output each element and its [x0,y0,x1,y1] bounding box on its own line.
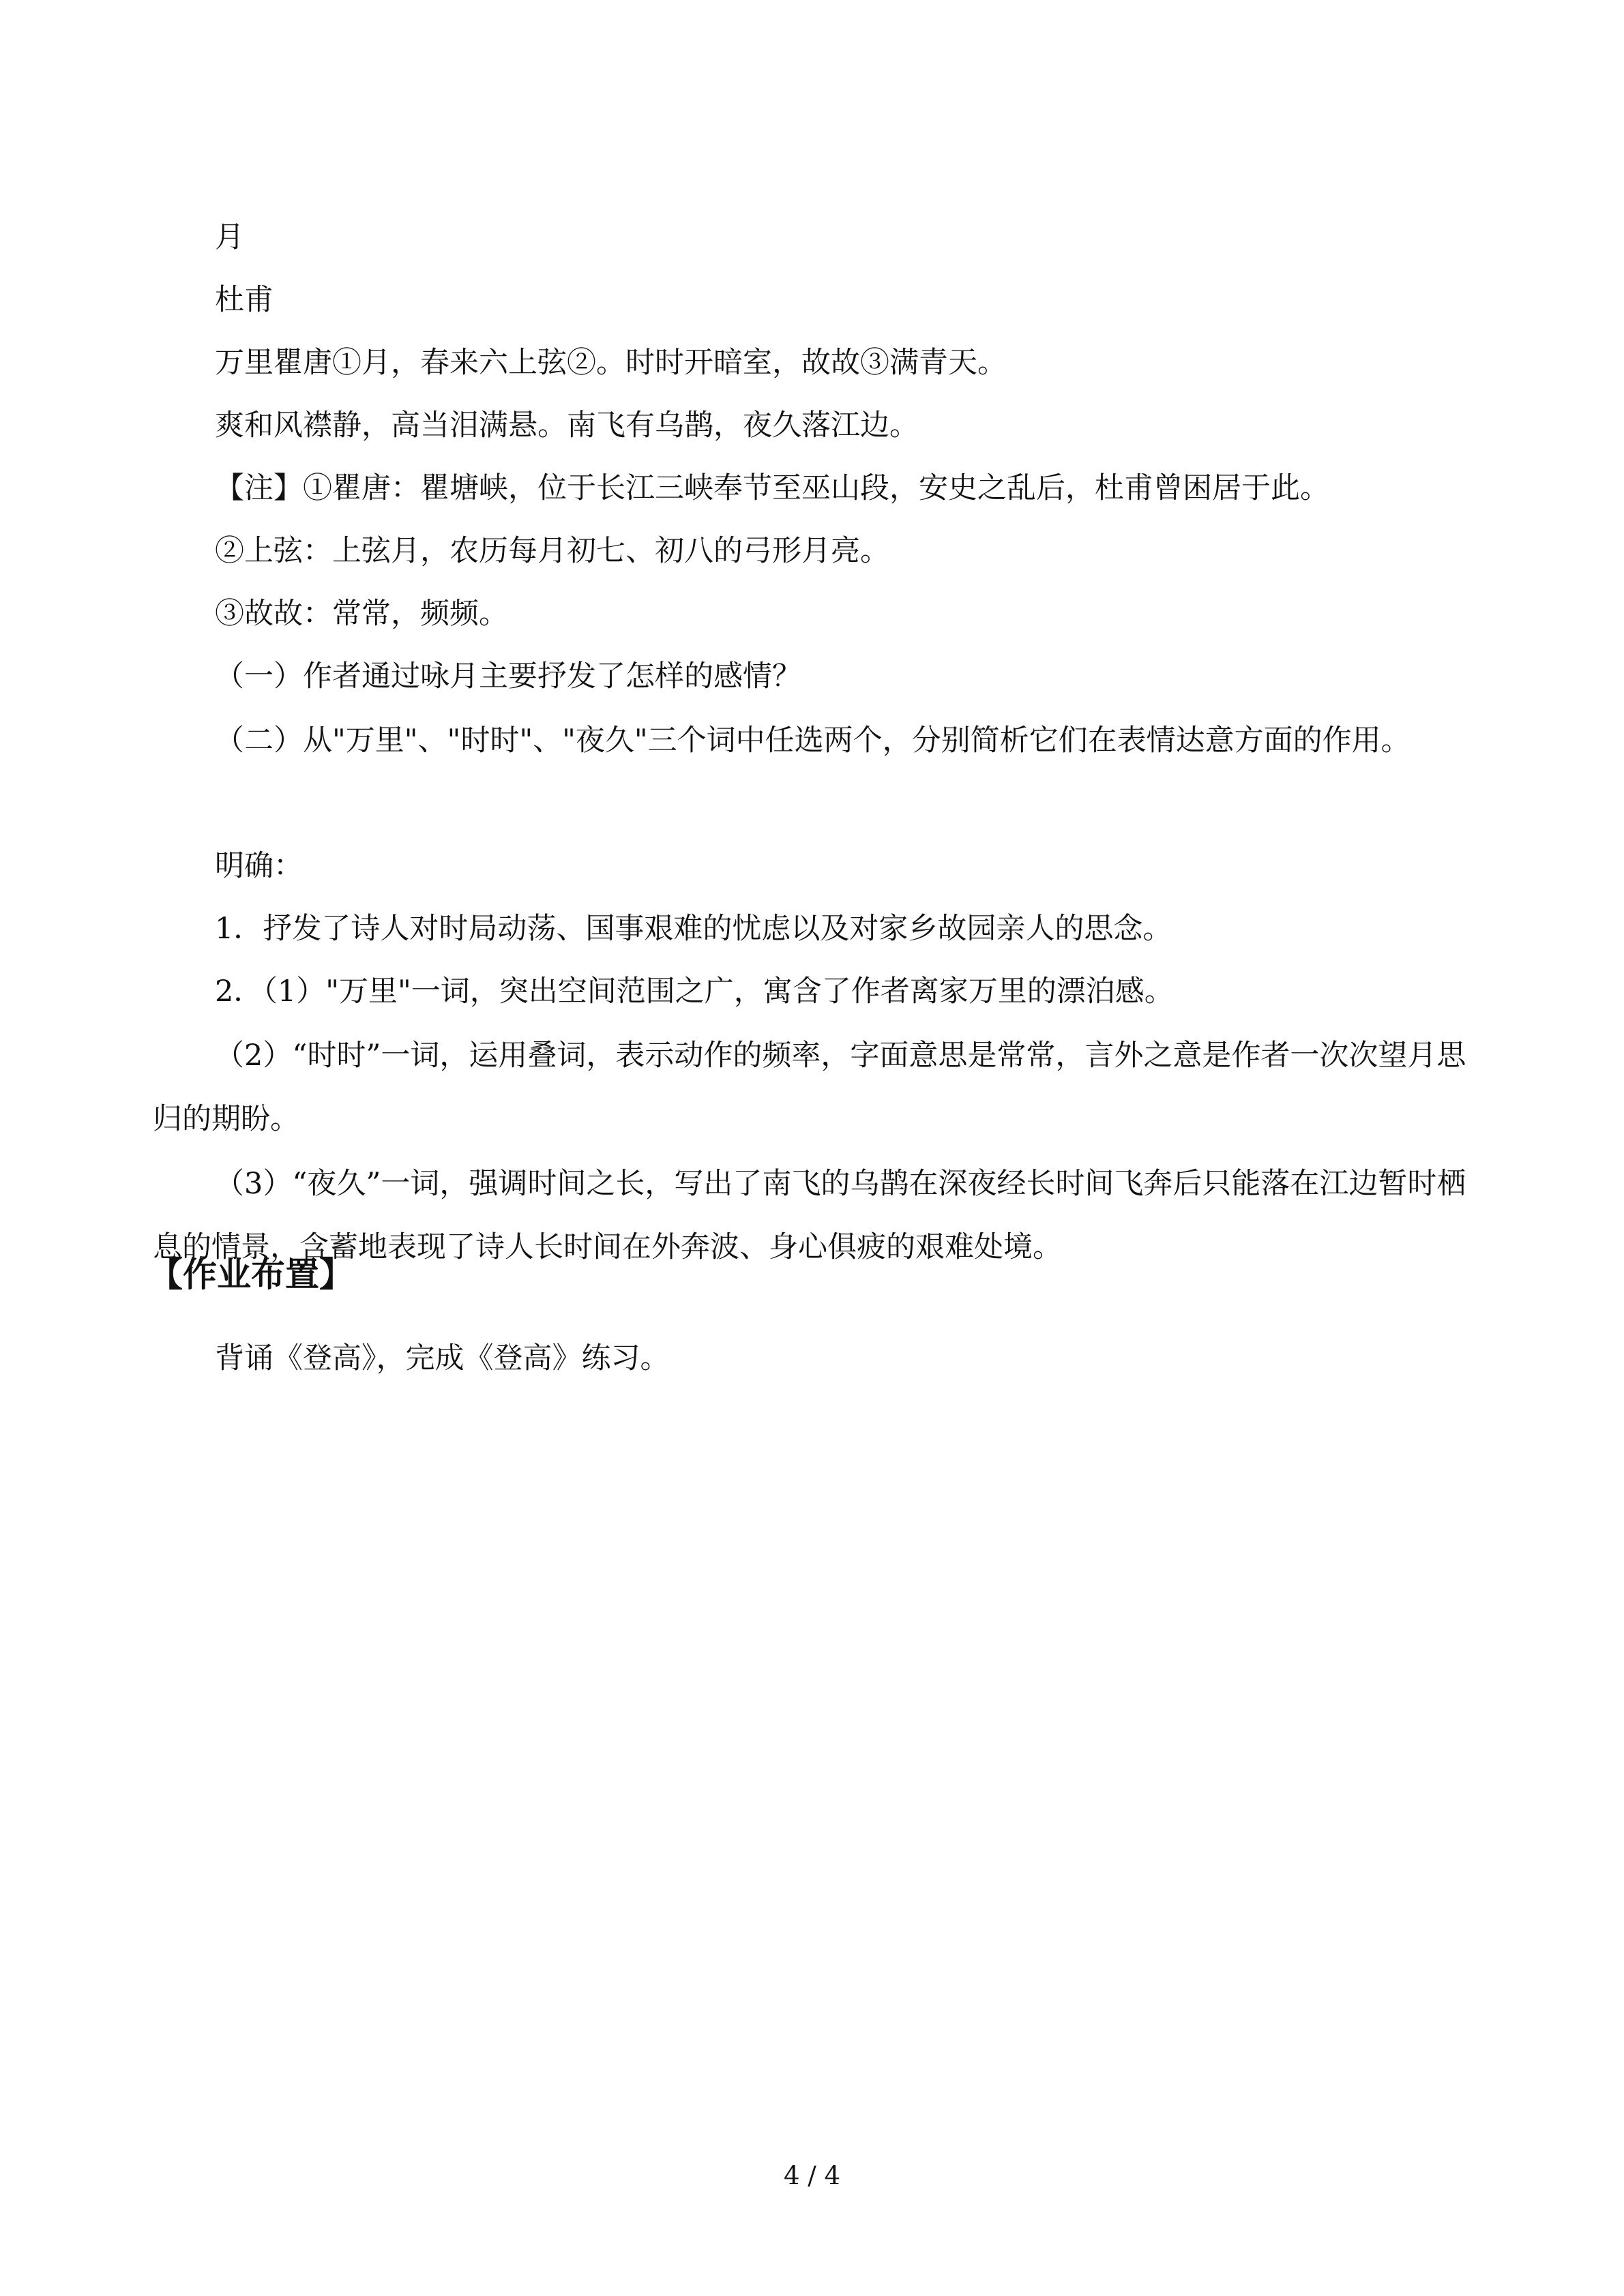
page-number: 4 / 4 [783,2161,841,2190]
answer-2-1: 2．（1）"万里"一词，突出空间范围之广，寓含了作者离家万里的漂泊感。 [215,974,1174,1009]
note-1: 【注】①瞿唐：瞿塘峡，位于长江三峡奉节至巫山段，安史之乱后，杜甫曾困居于此。 [215,471,1329,505]
question-2: （二）从"万里"、"时时"、"夜久"三个词中任选两个，分别简析它们在表情达意方面的作用。 [215,724,1411,758]
answer-2-3: （3）“夜久”一词，强调时间之长，写出了南飞的乌鹊在深夜经长时间飞奔后只能落在江边暂时栖息的情景，含蓄地表现了诗人长时间在外奔波、身心俱疲的艰难处境。 [153,1167,1466,1264]
answer-label: 明确： [215,849,303,883]
poem-line-2: 爽和风襟静，高当泪满悬。南飞有乌鹊，夜久落江边。 [215,408,919,443]
poem-author: 杜甫 [215,283,274,317]
homework-heading: 【作业布置】 [149,1255,353,1294]
poem-title: 月 [215,220,244,254]
answer-2-2: （2）“时时”一词，运用叠词，表示动作的频率，字面意思是常常，言外之意是作者一次次望月思归的期盼。 [153,1039,1466,1136]
note-3: ③故故：常常，频频。 [215,597,508,631]
answer-1: 1．抒发了诗人对时局动荡、国事艰难的忧虑以及对家乡故园亲人的思念。 [215,912,1172,946]
homework-text: 背诵《登高》，完成《登高》练习。 [215,1341,670,1375]
question-1: （一）作者通过咏月主要抒发了怎样的感情？ [215,659,801,694]
poem-line-1: 万里瞿唐①月，春来六上弦②。时时开暗室，故故③满青天。 [215,346,1007,380]
note-2: ②上弦：上弦月，农历每月初七、初八的弓形月亮。 [215,534,889,568]
